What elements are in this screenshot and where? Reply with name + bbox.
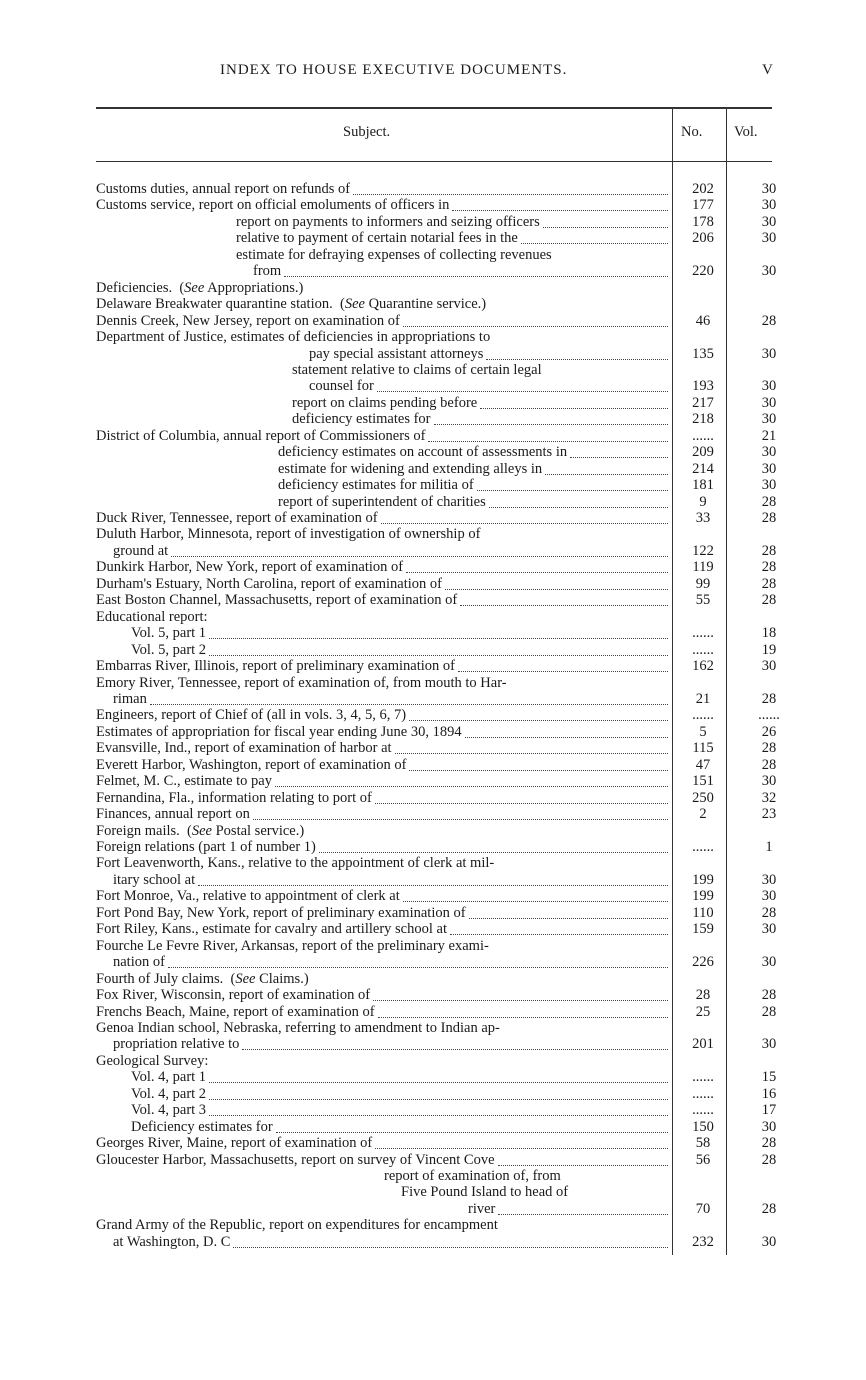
entry-subject bbox=[96, 1152, 668, 1169]
entry-text: Fort Riley, Kans., estimate for cavalry and artillery school at bbox=[96, 921, 447, 938]
entry-text: statement relative to claims of certain legal bbox=[292, 361, 542, 378]
entry-text: Fernandina, Fla., information relating to port of bbox=[96, 789, 372, 806]
entry-text: Embarras River, Illinois, report of preliminary examination of bbox=[96, 658, 455, 675]
entry-subject bbox=[96, 609, 668, 626]
entry-volume: 16 bbox=[761, 1085, 777, 1102]
dot-leader bbox=[498, 1214, 668, 1215]
dot-leader bbox=[406, 572, 668, 573]
entry-volume: 30 bbox=[761, 444, 777, 461]
entry-subject bbox=[236, 214, 668, 231]
entry-text: Vol. 4, part 1 bbox=[131, 1069, 207, 1086]
dot-leader bbox=[168, 967, 668, 968]
dot-leader bbox=[477, 490, 668, 491]
entry-volume: 15 bbox=[761, 1069, 777, 1086]
entry-subject bbox=[96, 971, 668, 988]
dot-leader bbox=[521, 243, 668, 244]
entry-subject bbox=[384, 1168, 668, 1185]
entry-volume: 30 bbox=[761, 230, 777, 247]
entry-volume: 26 bbox=[761, 723, 777, 740]
entry-text: Deficiencies. (See Appropriations.) bbox=[96, 279, 304, 296]
entry-subject bbox=[96, 559, 668, 576]
entry-subject bbox=[131, 1119, 668, 1136]
entry-text: Vol. 5, part 2 bbox=[131, 641, 207, 658]
entry-text: estimate for defraying expenses of collecting revenues bbox=[236, 246, 552, 263]
entry-number: 220 bbox=[692, 263, 714, 280]
entry-subject bbox=[309, 346, 668, 363]
header-rule bbox=[96, 161, 772, 162]
entry-subject bbox=[96, 921, 668, 938]
entry-volume: 28 bbox=[761, 592, 777, 609]
entry-number: ...... bbox=[692, 707, 714, 724]
entry-text: Duck River, Tennessee, report of examination of bbox=[96, 510, 378, 526]
dot-leader bbox=[480, 408, 668, 409]
entry-number: 9 bbox=[699, 493, 707, 510]
entry-volume: 30 bbox=[761, 1036, 777, 1053]
entry-number: 201 bbox=[692, 1036, 714, 1053]
entry-text: Emory River, Tennessee, report of examination of, from mouth to Har- bbox=[96, 674, 507, 691]
dot-leader bbox=[498, 1165, 668, 1166]
dot-leader bbox=[409, 720, 668, 721]
entry-subject bbox=[236, 247, 668, 264]
entry-number: 58 bbox=[695, 1135, 711, 1152]
entry-subject bbox=[113, 1036, 668, 1053]
entry-text: report on payments to informers and seizing officers bbox=[236, 213, 540, 230]
entry-text: Grand Army of the Republic, report on expenditures for encampment bbox=[96, 1217, 498, 1234]
dot-leader bbox=[450, 934, 668, 935]
entry-volume: 28 bbox=[761, 1135, 777, 1152]
entry-subject bbox=[96, 806, 668, 823]
dot-leader bbox=[403, 326, 668, 327]
dot-leader bbox=[233, 1247, 668, 1248]
entry-subject bbox=[96, 658, 668, 675]
entry-subject bbox=[113, 954, 668, 971]
entry-text: Genoa Indian school, Nebraska, referring to amendment to Indian ap- bbox=[96, 1019, 500, 1036]
entry-text: report of examination of, from bbox=[384, 1168, 561, 1184]
entry-subject bbox=[253, 263, 668, 280]
entry-volume: 30 bbox=[761, 921, 777, 938]
dot-leader bbox=[465, 737, 668, 738]
dot-leader bbox=[458, 671, 668, 672]
dot-leader bbox=[452, 210, 668, 211]
entry-number: 47 bbox=[695, 756, 711, 773]
entry-text: Durham's Estuary, North Carolina, report of examination of bbox=[96, 575, 442, 592]
entry-text: deficiency estimates on account of assessments in bbox=[278, 444, 568, 461]
entry-volume: 28 bbox=[761, 542, 777, 559]
entry-text: at Washington, D. C bbox=[113, 1233, 231, 1250]
entry-volume: 21 bbox=[761, 427, 777, 444]
entry-number: 177 bbox=[692, 197, 714, 214]
entry-volume: 28 bbox=[761, 1200, 777, 1217]
dot-leader bbox=[198, 885, 668, 886]
entry-text: Vol. 4, part 3 bbox=[131, 1102, 207, 1119]
dot-leader bbox=[381, 523, 668, 524]
column-header-vol: Vol. bbox=[734, 124, 758, 140]
entry-subject bbox=[113, 872, 668, 889]
entry-text: East Boston Channel, Massachusetts, report of examination of bbox=[96, 592, 458, 609]
dot-leader bbox=[545, 474, 668, 475]
entry-volume: 28 bbox=[761, 312, 777, 329]
entry-number: 199 bbox=[692, 871, 714, 888]
entry-text: itary school at bbox=[113, 871, 196, 888]
entry-text: Fourche Le Fevre River, Arkansas, report of the preliminary exami- bbox=[96, 937, 489, 954]
entry-text: deficiency estimates for militia of bbox=[278, 477, 474, 494]
entry-subject bbox=[401, 1184, 668, 1201]
dot-leader bbox=[543, 227, 668, 228]
dot-leader bbox=[434, 424, 669, 425]
dot-leader bbox=[445, 589, 668, 590]
dot-leader bbox=[375, 803, 668, 804]
entry-text: Educational report: bbox=[96, 608, 208, 625]
entry-subject bbox=[131, 625, 668, 642]
entry-subject bbox=[131, 1069, 668, 1086]
entry-text: from bbox=[253, 263, 282, 280]
column-header-subject: Subject. bbox=[343, 124, 391, 140]
entry-text: Gloucester Harbor, Massachusetts, report on survey of Vincent Cove bbox=[96, 1151, 495, 1168]
entry-text: report on claims pending before bbox=[292, 394, 478, 411]
dot-leader bbox=[570, 457, 668, 458]
entry-subject bbox=[96, 905, 668, 922]
dot-leader bbox=[469, 918, 668, 919]
entry-number: 115 bbox=[692, 740, 714, 757]
entry-number: 21 bbox=[695, 690, 711, 707]
entry-volume: ...... bbox=[758, 707, 780, 724]
entry-number: ...... bbox=[692, 1069, 714, 1086]
entry-number: 151 bbox=[692, 773, 714, 790]
entry-subject bbox=[96, 1020, 668, 1037]
entry-subject bbox=[96, 707, 668, 724]
column-divider-no bbox=[672, 108, 673, 1255]
entry-text: Vol. 5, part 1 bbox=[131, 625, 207, 642]
entry-subject bbox=[96, 510, 668, 527]
entry-number: 202 bbox=[692, 181, 714, 197]
dot-leader bbox=[353, 194, 668, 195]
entry-number: 209 bbox=[692, 444, 714, 461]
entry-subject bbox=[96, 1135, 668, 1152]
dot-leader bbox=[395, 753, 668, 754]
entry-text: Fort Leavenworth, Kans., relative to the appointment of clerk at mil- bbox=[96, 855, 495, 872]
entry-volume: 30 bbox=[761, 345, 777, 362]
entry-number: 162 bbox=[692, 658, 714, 675]
page-title: INDEX TO HOUSE EXECUTIVE DOCUMENTS. bbox=[220, 62, 568, 78]
entry-text: Fort Monroe, Va., relative to appointment of clerk at bbox=[96, 888, 400, 905]
entry-volume: 30 bbox=[761, 460, 777, 477]
entry-text: riman bbox=[113, 690, 147, 707]
entry-subject bbox=[96, 740, 668, 757]
entry-volume: 30 bbox=[761, 773, 777, 790]
entry-number: ...... bbox=[692, 427, 714, 444]
entry-number: 70 bbox=[695, 1200, 711, 1217]
entry-volume: 30 bbox=[761, 871, 777, 888]
entry-text: nation of bbox=[113, 954, 165, 971]
dot-leader bbox=[275, 786, 668, 787]
dot-leader bbox=[253, 819, 668, 820]
entry-volume: 28 bbox=[761, 740, 777, 757]
entry-subject bbox=[96, 757, 668, 774]
entry-text: Fox River, Wisconsin, report of examination of bbox=[96, 987, 371, 1004]
entry-subject bbox=[96, 592, 668, 609]
entry-volume: 30 bbox=[761, 954, 777, 971]
entry-number: 99 bbox=[695, 575, 711, 592]
dot-leader bbox=[460, 605, 668, 606]
entry-subject bbox=[96, 197, 668, 214]
entry-number: 178 bbox=[692, 213, 714, 230]
entry-subject bbox=[96, 987, 668, 1004]
entry-subject bbox=[96, 181, 668, 198]
dot-leader bbox=[209, 1082, 668, 1083]
entry-subject bbox=[96, 1217, 668, 1234]
entry-volume: 30 bbox=[761, 1233, 777, 1250]
entry-subject bbox=[96, 839, 668, 856]
entry-volume: 28 bbox=[761, 1151, 777, 1168]
entry-subject bbox=[278, 477, 668, 494]
entry-subject bbox=[96, 526, 668, 543]
dot-leader bbox=[319, 852, 668, 853]
entry-subject bbox=[96, 724, 668, 741]
entry-volume: 30 bbox=[761, 477, 777, 494]
entry-subject bbox=[113, 1234, 668, 1251]
entry-number: 55 bbox=[695, 592, 711, 609]
entry-number: 150 bbox=[692, 1118, 714, 1135]
entry-number: 217 bbox=[692, 394, 714, 411]
entry-subject bbox=[96, 855, 668, 872]
entry-number: ...... bbox=[692, 839, 714, 855]
entry-volume: 30 bbox=[761, 411, 777, 428]
entry-text: report of superintendent of charities bbox=[278, 493, 486, 510]
entry-subject bbox=[292, 411, 668, 428]
entry-text: Estimates of appropriation for fiscal year ending June 30, 1894 bbox=[96, 723, 462, 740]
dot-leader bbox=[171, 556, 668, 557]
entry-subject bbox=[96, 1053, 668, 1070]
entry-text: Felmet, M. C., estimate to pay bbox=[96, 773, 272, 790]
entry-text: Dunkirk Harbor, New York, report of examination of bbox=[96, 559, 404, 576]
column-divider-vol bbox=[726, 108, 727, 1255]
entry-number: 5 bbox=[699, 723, 707, 740]
entry-volume: 28 bbox=[761, 559, 777, 576]
entry-volume: 28 bbox=[761, 690, 777, 707]
dot-leader bbox=[378, 1017, 668, 1018]
entry-volume: 32 bbox=[761, 789, 777, 806]
entry-number: 33 bbox=[695, 510, 711, 526]
entry-text: Dennis Creek, New Jersey, report on examination of bbox=[96, 312, 400, 329]
entry-volume: 30 bbox=[761, 1118, 777, 1135]
entry-subject bbox=[96, 313, 668, 330]
entry-number: ...... bbox=[692, 625, 714, 642]
dot-leader bbox=[242, 1049, 668, 1050]
entry-subject bbox=[96, 576, 668, 593]
entry-text: Frenchs Beach, Maine, report of examination of bbox=[96, 1003, 375, 1020]
entry-text: relative to payment of certain notarial fees in the bbox=[236, 230, 518, 247]
entry-subject bbox=[236, 230, 668, 247]
entry-number: 250 bbox=[692, 789, 714, 806]
entry-subject bbox=[96, 280, 668, 297]
dot-leader bbox=[209, 1099, 668, 1100]
entry-number: 199 bbox=[692, 888, 714, 905]
entry-subject bbox=[96, 296, 668, 313]
dot-leader bbox=[428, 441, 668, 442]
entry-number: 193 bbox=[692, 378, 714, 395]
entry-text: Delaware Breakwater quarantine station. (See Quarantine service.) bbox=[96, 296, 487, 313]
entry-number: 25 bbox=[695, 1003, 711, 1020]
entry-volume: 30 bbox=[761, 197, 777, 214]
entry-text: Georges River, Maine, report of examination of bbox=[96, 1135, 373, 1152]
entry-text: Geological Survey: bbox=[96, 1052, 209, 1069]
entry-subject bbox=[96, 938, 668, 955]
entry-volume: 23 bbox=[761, 806, 777, 823]
entry-subject bbox=[96, 790, 668, 807]
entry-subject bbox=[113, 543, 668, 560]
entry-number: 218 bbox=[692, 411, 714, 428]
entry-text: Vol. 4, part 2 bbox=[131, 1085, 207, 1102]
entry-text: deficiency estimates for bbox=[292, 411, 431, 428]
page-number: V bbox=[762, 62, 773, 78]
entry-text: Five Pound Island to head of bbox=[401, 1184, 569, 1201]
entry-subject bbox=[96, 428, 668, 445]
entry-number: 232 bbox=[692, 1233, 714, 1250]
dot-leader bbox=[150, 704, 668, 705]
entry-number: 2 bbox=[699, 806, 707, 823]
dot-leader bbox=[209, 638, 668, 639]
entry-subject bbox=[96, 888, 668, 905]
entry-text: estimate for widening and extending alleys in bbox=[278, 460, 543, 477]
entry-number: 119 bbox=[692, 559, 714, 576]
dot-leader bbox=[373, 1000, 668, 1001]
entry-number: ...... bbox=[692, 641, 714, 658]
dot-leader bbox=[377, 391, 668, 392]
running-head bbox=[0, 62, 866, 82]
dot-leader bbox=[409, 770, 668, 771]
entry-subject bbox=[292, 395, 668, 412]
entry-text: propriation relative to bbox=[113, 1036, 240, 1053]
dot-leader bbox=[489, 507, 668, 508]
dot-leader bbox=[209, 655, 668, 656]
entry-text: District of Columbia, annual report of Commissioners of bbox=[96, 427, 426, 444]
entry-volume: 28 bbox=[761, 1003, 777, 1020]
entry-subject bbox=[309, 378, 668, 395]
entry-volume: 30 bbox=[761, 658, 777, 675]
entry-volume: 30 bbox=[761, 181, 777, 197]
entry-subject bbox=[113, 691, 668, 708]
entry-text: Fort Pond Bay, New York, report of preliminary examination of bbox=[96, 904, 466, 921]
entry-text: Engineers, report of Chief of (all in vols. 3, 4, 5, 6, 7) bbox=[96, 707, 407, 724]
entry-volume: 19 bbox=[761, 641, 777, 658]
entry-subject bbox=[96, 329, 668, 346]
entry-volume: 1 bbox=[765, 839, 773, 855]
entry-number: 56 bbox=[695, 1151, 711, 1168]
dot-leader bbox=[209, 1115, 668, 1116]
entry-volume: 30 bbox=[761, 888, 777, 905]
entry-volume: 28 bbox=[761, 493, 777, 510]
entry-number: 28 bbox=[695, 987, 711, 1004]
entry-number: 46 bbox=[695, 312, 711, 329]
entry-text: Everett Harbor, Washington, report of examination of bbox=[96, 756, 407, 773]
entry-volume: 28 bbox=[761, 987, 777, 1004]
entry-number: 122 bbox=[692, 542, 714, 559]
entry-text: Foreign mails. (See Postal service.) bbox=[96, 822, 305, 839]
dot-leader bbox=[403, 901, 668, 902]
entry-volume: 28 bbox=[761, 904, 777, 921]
entry-number: 181 bbox=[692, 477, 714, 494]
entry-subject bbox=[96, 1004, 668, 1021]
entry-subject bbox=[96, 675, 668, 692]
top-rule bbox=[96, 107, 772, 109]
dot-leader bbox=[284, 276, 668, 277]
entry-volume: 30 bbox=[761, 378, 777, 395]
entry-subject bbox=[131, 1086, 668, 1103]
entry-text: Duluth Harbor, Minnesota, report of investigation of ownership of bbox=[96, 526, 481, 543]
entry-subject bbox=[278, 444, 668, 461]
entry-volume: 28 bbox=[761, 510, 777, 526]
entry-subject bbox=[292, 362, 668, 379]
dot-leader bbox=[276, 1132, 668, 1133]
entry-volume: 30 bbox=[761, 394, 777, 411]
entry-text: Deficiency estimates for bbox=[131, 1118, 273, 1135]
entry-text: river bbox=[468, 1200, 496, 1217]
entry-number: 159 bbox=[692, 921, 714, 938]
dot-leader bbox=[375, 1148, 668, 1149]
entry-number: ...... bbox=[692, 1085, 714, 1102]
entry-number: 206 bbox=[692, 230, 714, 247]
entry-text: Customs service, report on official emoluments of officers in bbox=[96, 197, 450, 214]
entry-text: Finances, annual report on bbox=[96, 806, 250, 823]
entry-subject bbox=[278, 494, 668, 511]
entry-text: Department of Justice, estimates of deficiencies in appropriations to bbox=[96, 329, 491, 346]
entry-volume: 30 bbox=[761, 213, 777, 230]
entry-text: counsel for bbox=[309, 378, 374, 395]
entry-subject bbox=[96, 823, 668, 840]
dot-leader bbox=[486, 359, 668, 360]
entry-text: ground at bbox=[113, 542, 169, 559]
entry-volume: 28 bbox=[761, 756, 777, 773]
entry-volume: 28 bbox=[761, 575, 777, 592]
entry-number: 110 bbox=[692, 904, 714, 921]
entry-text: Foreign relations (part 1 of number 1) bbox=[96, 839, 316, 855]
entry-subject bbox=[96, 773, 668, 790]
entry-subject bbox=[131, 1102, 668, 1119]
column-header-no: No. bbox=[681, 124, 703, 140]
entry-subject bbox=[468, 1201, 668, 1218]
entry-text: Evansville, Ind., report of examination of harbor at bbox=[96, 740, 392, 757]
entry-number: ...... bbox=[692, 1102, 714, 1119]
entry-subject bbox=[131, 642, 668, 659]
entry-text: pay special assistant attorneys bbox=[309, 345, 484, 362]
entry-number: 226 bbox=[692, 954, 714, 971]
entry-volume: 30 bbox=[761, 263, 777, 280]
entry-subject bbox=[278, 461, 668, 478]
entry-volume: 18 bbox=[761, 625, 777, 642]
entry-text: Customs duties, annual report on refunds of bbox=[96, 181, 351, 197]
entry-volume: 17 bbox=[761, 1102, 777, 1119]
entry-text: Fourth of July claims. (See Claims.) bbox=[96, 970, 309, 987]
entry-number: 135 bbox=[692, 345, 714, 362]
entry-number: 214 bbox=[692, 460, 714, 477]
